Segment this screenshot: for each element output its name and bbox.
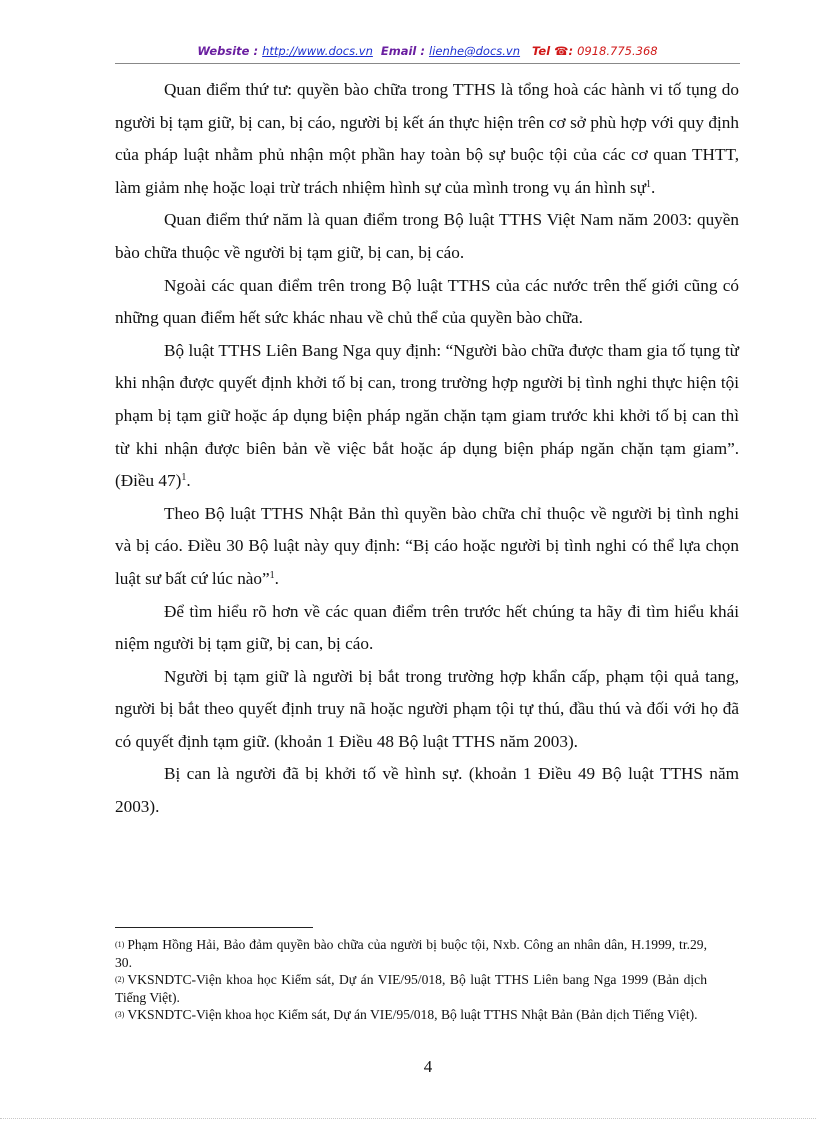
footnote-ref[interactable]: 1 xyxy=(269,569,275,581)
phone-number: 0918.775.368 xyxy=(577,44,658,58)
paragraph-end: . xyxy=(651,177,656,197)
paragraph-text: Quan điểm thứ tư: quyền bào chữa trong TTHS là tổng hoà các hành vi tố tụng do người bị tạm giữ, bị can, bị cáo, người bị kết án thực hiện trên cơ sở phù hợp với quy định của pháp luật nhằm phủ nhận một phần hay toàn bộ sự buộc tội của các cơ quan THTT, làm giảm nhẹ hoặc loại trừ trách nhiệm hình sự của mình trong vụ án hình sự xyxy=(115,80,739,197)
footnotes xyxy=(115,936,707,1024)
paragraph-text: Bị can là người đã bị khởi tố về hình sự. (khoản 1 Điều 49 Bộ luật TTHS năm 2003). xyxy=(115,764,739,817)
paragraph xyxy=(115,498,739,596)
website-label: Website : xyxy=(197,44,259,58)
footnote-text: VKSNDTC-Viện khoa học Kiểm sát, Dự án VIE/95/018, Bộ luật TTHS Liên bang Nga 1999 (Bản dịch Tiếng Việt). xyxy=(115,972,707,1005)
paragraph xyxy=(115,661,739,759)
email-label: Email : xyxy=(380,44,425,58)
footnote-mark: (1) xyxy=(115,940,125,949)
paragraph-end: . xyxy=(274,568,279,588)
footnote-text: VKSNDTC-Viện khoa học Kiểm sát, Dự án VIE/95/018, Bộ luật TTHS Nhật Bản (Bản dịch Tiếng Việt). xyxy=(127,1007,698,1022)
paragraph xyxy=(115,596,739,661)
footnote xyxy=(115,936,707,971)
footnote xyxy=(115,1006,707,1024)
header-divider xyxy=(115,63,740,64)
paragraph xyxy=(115,335,739,498)
phone-label: Tel ☎: xyxy=(532,44,574,58)
paragraph xyxy=(115,74,739,204)
footnote xyxy=(115,971,707,1006)
page-number: 4 xyxy=(423,1057,433,1076)
paragraph-text: Bộ luật TTHS Liên Bang Nga quy định: “Người bào chữa được tham gia tố tụng từ khi nhận được quyết định khởi tố bị can, trong trường hợp người bị tình nghi thực hiện tội phạm bị tạm giữ hoặc áp dụng biện pháp ngăn chặn tạm giam trước khi khởi tố bị can thì từ khi nhận được biên bản về việc bắt hoặc áp dụng biện pháp ngăn chặn tạm giam”. (Điều 47) xyxy=(115,340,739,491)
page-bottom-border xyxy=(0,1118,816,1119)
paragraph-text: Ngoài các quan điểm trên trong Bộ luật TTHS của các nước trên thế giới cũng có những quan điểm hết sức khác nhau về chủ thể của quyền bào chữa. xyxy=(115,275,739,328)
paragraph xyxy=(115,270,739,335)
paragraph-text: Người bị tạm giữ là người bị bắt trong trường hợp khẩn cấp, phạm tội quả tang, người bị bắt theo quyết định truy nã hoặc người phạm tội tự thú, đầu thú và đối với họ đã có quyết định tạm giữ. (khoản 1 Điều 48 Bộ luật TTHS năm 2003). xyxy=(115,666,739,751)
paragraph xyxy=(115,758,739,823)
paragraph-text: Theo Bộ luật TTHS Nhật Bản thì quyền bào chữa chỉ thuộc về người bị tình nghi và bị cáo. Điều 30 Bộ luật này quy định: “Bị cáo hoặc người bị tình nghi có thể lựa chọn luật sư bất cứ lúc nào” xyxy=(115,503,739,588)
footnote-text: Phạm Hồng Hải, Bảo đảm quyền bào chữa của người bị buộc tội, Nxb. Công an nhân dân, H.1999, tr.29, 30. xyxy=(115,937,707,970)
footnote-ref[interactable]: 1 xyxy=(181,472,187,484)
paragraph-text: Quan điểm thứ năm là quan điểm trong Bộ luật TTHS Việt Nam năm 2003: quyền bào chữa thuộc về người bị tạm giữ, bị can, bị cáo. xyxy=(115,210,739,262)
footnote-mark: (2) xyxy=(115,975,125,984)
paragraph xyxy=(115,204,739,269)
website-link[interactable]: http://www.docs.vn xyxy=(262,44,373,58)
document-body xyxy=(115,74,739,824)
page-header xyxy=(115,44,740,64)
footnote-separator xyxy=(115,927,313,928)
footnote-ref[interactable]: 1 xyxy=(646,178,652,190)
footnote-mark: (3) xyxy=(115,1010,125,1019)
paragraph-text: Để tìm hiểu rõ hơn về các quan điểm trên trước hết chúng ta hãy đi tìm hiểu khái niệm người bị tạm giữ, bị can, bị cáo. xyxy=(115,601,739,654)
paragraph-end: . xyxy=(186,471,191,491)
email-link[interactable]: lienhe@docs.vn xyxy=(429,44,521,58)
